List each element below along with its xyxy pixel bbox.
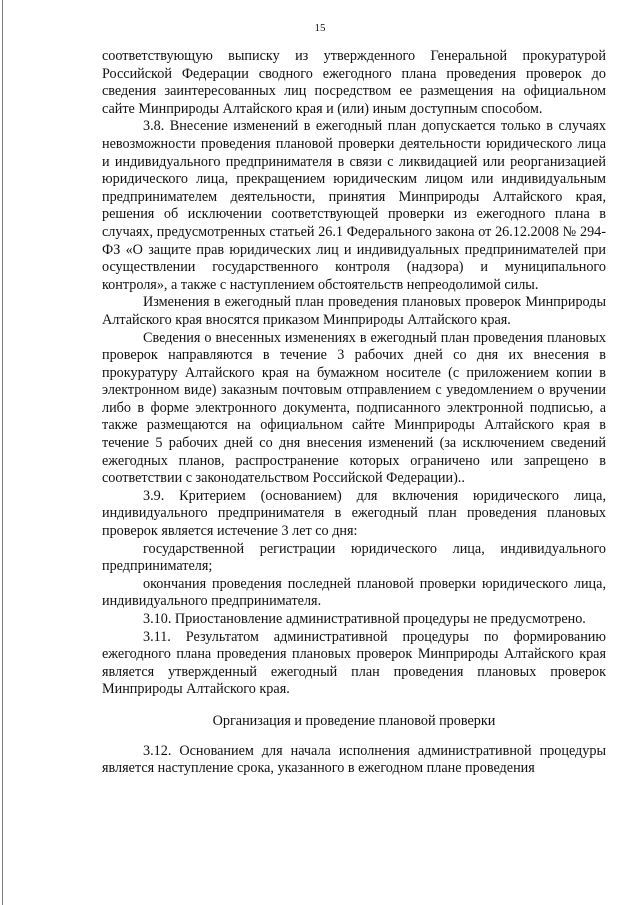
paragraph-3-9: 3.9. Критерием (основанием) для включения юридического лица, индивидуального предпринимателя в ежегодный план проведения плановых проверок является истечение 3 лет со дня: [102, 487, 606, 540]
paragraph-last-inspection-criterion: окончания проведения последней плановой проверки юридического лица, индивидуального предпринимателя. [102, 575, 606, 610]
paragraph-3-12: 3.12. Основанием для начала исполнения административной процедуры является наступление срока, указанного в ежегодном плане проведения [102, 742, 606, 777]
section-heading: Организация и проведение плановой проверки [212, 712, 496, 729]
paragraph-continuation: соответствующую выписку из утвержденного Генеральной прокуратурой Российской Федерации сводного ежегодного плана проведения проверок до сведения заинтересованных лиц посредством ее размещения на официальном сайте Минприроды Алтайского края и (или) иным доступным способом. [102, 48, 606, 117]
paragraph-3-11: 3.11. Результатом административной процедуры по формированию ежегодного плана проведения плановых проверок Минприроды Алтайского края является утвержденный ежегодный план проведения плановых проверок Минприроды Алтайского края. [102, 628, 606, 698]
paragraph-3-10: 3.10. Приостановление административной процедуры не предусмотрено. [143, 611, 586, 627]
page-number: 15 [314, 22, 326, 34]
paragraph-3-8: 3.8. Внесение изменений в ежегодный план допускается только в случаях невозможности проведения плановой проверки деятельности юридического лица и индивидуального предпринимателя в связи с ликвидацией или реорганизацией юридического лица, прекращением юридическим лицом или индивидуальным предпринимателем деятельности, принятия Минприроды Алтайского края, решения об исключении соответствующей проверки из ежегодного плана в случаях, предусмотренных статьей 26.1 Федерального закона от 26.12.2008 № 294-ФЗ «О защите прав юридических лиц и индивидуальных предпринимателей при осуществлении государственного контроля (надзора) и муниципального контроля», а также с наступлением обстоятельств непреодолимой силы. [102, 118, 606, 293]
paragraph-changes-notification: Сведения о внесенных изменениях в ежегодный план проведения плановых проверок направляются в течение 3 рабочих дней со дня их внесения в прокуратуру Алтайского края на бумажном носителе (с приложением копии в электронном виде) заказным почтовым отправлением с уведомлением о вручении либо в форме электронного документа, подписанного электронной подписью, а также размещаются на официальном сайте Минприроды Алтайского края в течение 5 рабочих дней со дня внесения изменений (за исключением сведений ежегодных планов, распространение которых ограничено или запрещено в соответствии с законодательством Российской Федерации).. [102, 329, 606, 487]
page-edge-line [2, 0, 3, 905]
paragraph-registration-criterion: государственной регистрации юридического лица, индивидуального предпринимателя; [102, 540, 606, 575]
document-body [102, 48, 606, 778]
paragraph-plan-changes-order: Изменения в ежегодный план проведения плановых проверок Минприроды Алтайского края вносятся приказом Минприроды Алтайского края. [102, 294, 606, 328]
